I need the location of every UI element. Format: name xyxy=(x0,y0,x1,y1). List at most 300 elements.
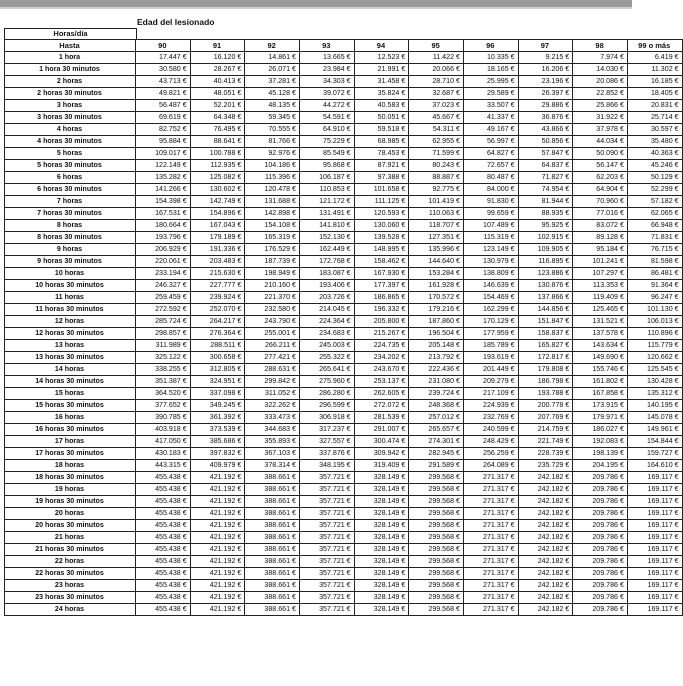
amount-cell: 167.930 € xyxy=(354,268,409,280)
amount-cell: 159.727 € xyxy=(627,448,682,460)
table-row xyxy=(5,64,683,76)
amount-cell: 26.071 € xyxy=(245,64,300,76)
amount-cell: 455.438 € xyxy=(136,532,191,544)
amount-cell: 31.458 € xyxy=(354,76,409,88)
amount-cell: 203.483 € xyxy=(190,256,245,268)
amount-cell: 121.172 € xyxy=(299,196,354,208)
amount-cell: 64.827 € xyxy=(463,148,518,160)
amount-cell: 328.149 € xyxy=(354,556,409,568)
amount-cell: 271.317 € xyxy=(463,472,518,484)
amount-cell: 120.662 € xyxy=(627,352,682,364)
amount-cell: 443.315 € xyxy=(136,460,191,472)
amount-cell: 169.117 € xyxy=(627,484,682,496)
amount-cell: 102.915 € xyxy=(518,232,573,244)
amount-cell: 57.847 € xyxy=(518,148,573,160)
amount-cell: 130.602 € xyxy=(190,184,245,196)
amount-cell: 385.686 € xyxy=(190,436,245,448)
amount-cell: 257.012 € xyxy=(409,412,464,424)
hours-label: 16 horas 30 minutos xyxy=(5,424,136,436)
amount-cell: 266.211 € xyxy=(245,340,300,352)
amount-cell: 299.568 € xyxy=(409,592,464,604)
amount-cell: 59.518 € xyxy=(354,124,409,136)
amount-cell: 299.568 € xyxy=(409,520,464,532)
amount-cell: 131.521 € xyxy=(573,316,628,328)
age-column-header: 96 xyxy=(463,40,518,52)
table-row xyxy=(5,100,683,112)
amount-cell: 317.237 € xyxy=(299,424,354,436)
amount-cell: 209.786 € xyxy=(573,472,628,484)
hours-label: 14 horas xyxy=(5,364,136,376)
amount-cell: 62.203 € xyxy=(573,172,628,184)
amount-cell: 248.429 € xyxy=(463,436,518,448)
amount-cell: 271.317 € xyxy=(463,592,518,604)
hours-label: 11 horas 30 minutos xyxy=(5,304,136,316)
amount-cell: 64.348 € xyxy=(190,112,245,124)
amount-cell: 186.027 € xyxy=(573,424,628,436)
amount-cell: 127.351 € xyxy=(409,232,464,244)
amount-cell: 328.149 € xyxy=(354,532,409,544)
amount-cell: 242.182 € xyxy=(518,520,573,532)
amount-cell: 101.241 € xyxy=(573,256,628,268)
amount-cell: 357.721 € xyxy=(299,520,354,532)
amount-cell: 154.844 € xyxy=(627,436,682,448)
table-row xyxy=(5,400,683,412)
amount-cell: 222.436 € xyxy=(409,364,464,376)
amount-cell: 196.332 € xyxy=(354,304,409,316)
amount-cell: 328.149 € xyxy=(354,508,409,520)
amount-cell: 227.777 € xyxy=(190,280,245,292)
table-row xyxy=(5,340,683,352)
amount-cell: 373.539 € xyxy=(190,424,245,436)
amount-cell: 50.090 € xyxy=(573,148,628,160)
amount-cell: 10.335 € xyxy=(463,52,518,64)
amount-cell: 123.149 € xyxy=(463,244,518,256)
amount-cell: 299.568 € xyxy=(409,568,464,580)
amount-cell: 18.165 € xyxy=(463,64,518,76)
amount-cell: 421.192 € xyxy=(190,520,245,532)
amount-cell: 71.599 € xyxy=(409,148,464,160)
amount-cell: 40.363 € xyxy=(627,148,682,160)
age-column-header: 90 xyxy=(136,40,191,52)
amount-cell: 49.821 € xyxy=(136,88,191,100)
age-column-header: 97 xyxy=(518,40,573,52)
amount-cell: 29.589 € xyxy=(463,88,518,100)
amount-cell: 80.243 € xyxy=(409,160,464,172)
amount-cell: 142.898 € xyxy=(245,208,300,220)
amount-cell: 14.861 € xyxy=(245,52,300,64)
hours-label: 3 horas 30 minutos xyxy=(5,112,136,124)
amount-cell: 16.120 € xyxy=(190,52,245,64)
amount-cell: 88.935 € xyxy=(518,208,573,220)
amount-cell: 183.087 € xyxy=(299,268,354,280)
amount-cell: 417.050 € xyxy=(136,436,191,448)
hasta-header: Hasta xyxy=(5,40,136,52)
amount-cell: 26.397 € xyxy=(518,88,573,100)
amount-cell: 16.185 € xyxy=(627,76,682,88)
amount-cell: 276.364 € xyxy=(190,328,245,340)
amount-cell: 271.317 € xyxy=(463,604,518,616)
amount-cell: 242.182 € xyxy=(518,484,573,496)
amount-cell: 78.453 € xyxy=(354,148,409,160)
amount-cell: 86.481 € xyxy=(627,268,682,280)
amount-cell: 264.217 € xyxy=(190,316,245,328)
amount-cell: 120.593 € xyxy=(354,208,409,220)
amount-cell: 43.713 € xyxy=(136,76,191,88)
amount-cell: 344.683 € xyxy=(245,424,300,436)
amount-cell: 49.167 € xyxy=(463,124,518,136)
amount-cell: 137.866 € xyxy=(518,292,573,304)
amount-cell: 48.051 € xyxy=(190,88,245,100)
amount-cell: 179.808 € xyxy=(518,364,573,376)
table-row xyxy=(5,292,683,304)
hours-label: 13 horas 30 minutos xyxy=(5,352,136,364)
amount-cell: 193.619 € xyxy=(463,352,518,364)
amount-cell: 30.580 € xyxy=(136,64,191,76)
amount-cell: 299.568 € xyxy=(409,484,464,496)
hours-label: 19 horas xyxy=(5,484,136,496)
hours-label: 10 horas xyxy=(5,268,136,280)
table-row xyxy=(5,352,683,364)
amount-cell: 272.072 € xyxy=(354,400,409,412)
amount-cell: 255.001 € xyxy=(245,328,300,340)
amount-cell: 31.922 € xyxy=(573,112,628,124)
amount-cell: 71.831 € xyxy=(627,232,682,244)
amount-cell: 311.052 € xyxy=(245,388,300,400)
amount-cell: 204.195 € xyxy=(573,460,628,472)
amount-cell: 256.259 € xyxy=(463,448,518,460)
amount-cell: 28.710 € xyxy=(409,76,464,88)
amount-cell: 455.438 € xyxy=(136,472,191,484)
amount-cell: 291.007 € xyxy=(354,424,409,436)
table-row xyxy=(5,136,683,148)
amount-cell: 179.971 € xyxy=(573,412,628,424)
hours-label: 15 horas 30 minutos xyxy=(5,400,136,412)
amount-cell: 455.438 € xyxy=(136,568,191,580)
amount-cell: 107.297 € xyxy=(573,268,628,280)
amount-cell: 357.721 € xyxy=(299,592,354,604)
amount-cell: 115.396 € xyxy=(245,172,300,184)
amount-cell: 421.192 € xyxy=(190,508,245,520)
amount-cell: 209.786 € xyxy=(573,604,628,616)
amount-cell: 186.865 € xyxy=(354,292,409,304)
amount-cell: 45.667 € xyxy=(409,112,464,124)
table-row xyxy=(5,412,683,424)
amount-cell: 357.721 € xyxy=(299,604,354,616)
amount-cell: 152.130 € xyxy=(299,232,354,244)
amount-cell: 130.979 € xyxy=(463,256,518,268)
table-row xyxy=(5,244,683,256)
amount-cell: 234.683 € xyxy=(299,328,354,340)
amount-cell: 224.735 € xyxy=(354,340,409,352)
amount-cell: 192.083 € xyxy=(573,436,628,448)
amount-cell: 56.997 € xyxy=(463,136,518,148)
amount-cell: 170.129 € xyxy=(463,316,518,328)
amount-cell: 36.876 € xyxy=(518,112,573,124)
table-row xyxy=(5,208,683,220)
hours-label: 8 horas xyxy=(5,220,136,232)
amount-cell: 421.192 € xyxy=(190,484,245,496)
amount-cell: 367.103 € xyxy=(245,448,300,460)
table-row xyxy=(5,52,683,64)
amount-cell: 92.976 € xyxy=(245,148,300,160)
amount-cell: 122.149 € xyxy=(136,160,191,172)
amount-cell: 300.658 € xyxy=(190,352,245,364)
amount-cell: 430.183 € xyxy=(136,448,191,460)
amount-cell: 193.788 € xyxy=(518,388,573,400)
amount-cell: 14.030 € xyxy=(573,64,628,76)
amount-cell: 104.186 € xyxy=(245,160,300,172)
table-row xyxy=(5,568,683,580)
amount-cell: 421.192 € xyxy=(190,580,245,592)
table-row xyxy=(5,484,683,496)
amount-cell: 180.664 € xyxy=(136,220,191,232)
amount-cell: 207.769 € xyxy=(518,412,573,424)
amount-cell: 112.935 € xyxy=(190,160,245,172)
amount-cell: 333.473 € xyxy=(245,412,300,424)
amount-cell: 213.792 € xyxy=(409,352,464,364)
table-row xyxy=(5,424,683,436)
amount-cell: 312.805 € xyxy=(190,364,245,376)
amount-cell: 9.215 € xyxy=(518,52,573,64)
amount-cell: 158.837 € xyxy=(518,328,573,340)
amount-cell: 39.072 € xyxy=(299,88,354,100)
amount-cell: 57.182 € xyxy=(627,196,682,208)
amount-cell: 80.487 € xyxy=(463,172,518,184)
amount-cell: 145.078 € xyxy=(627,412,682,424)
amount-cell: 242.182 € xyxy=(518,592,573,604)
amount-cell: 17.447 € xyxy=(136,52,191,64)
amount-cell: 327.557 € xyxy=(299,436,354,448)
amount-cell: 115.319 € xyxy=(463,232,518,244)
amount-cell: 421.192 € xyxy=(190,472,245,484)
amount-cell: 421.192 € xyxy=(190,556,245,568)
amount-cell: 148.995 € xyxy=(354,244,409,256)
amount-cell: 125.465 € xyxy=(573,304,628,316)
amount-cell: 388.661 € xyxy=(245,592,300,604)
amount-cell: 95.184 € xyxy=(573,244,628,256)
amount-cell: 309.942 € xyxy=(354,448,409,460)
amount-cell: 169.117 € xyxy=(627,472,682,484)
amount-cell: 328.149 € xyxy=(354,484,409,496)
amount-cell: 11.302 € xyxy=(627,64,682,76)
amount-cell: 169.117 € xyxy=(627,592,682,604)
amount-cell: 70.960 € xyxy=(573,196,628,208)
amount-cell: 322.262 € xyxy=(245,400,300,412)
table-row xyxy=(5,124,683,136)
amount-cell: 81.766 € xyxy=(245,136,300,148)
amount-cell: 91.830 € xyxy=(463,196,518,208)
compensation-table xyxy=(4,39,683,616)
amount-cell: 271.317 € xyxy=(463,508,518,520)
table-body xyxy=(5,52,683,616)
amount-cell: 167.858 € xyxy=(573,388,628,400)
hours-label: 7 horas 30 minutos xyxy=(5,208,136,220)
hours-label: 9 horas xyxy=(5,244,136,256)
amount-cell: 357.721 € xyxy=(299,580,354,592)
amount-cell: 35.480 € xyxy=(627,136,682,148)
amount-cell: 169.117 € xyxy=(627,556,682,568)
amount-cell: 161.802 € xyxy=(573,376,628,388)
amount-cell: 106.013 € xyxy=(627,316,682,328)
amount-cell: 242.182 € xyxy=(518,604,573,616)
amount-cell: 179.216 € xyxy=(409,304,464,316)
amount-cell: 170.572 € xyxy=(409,292,464,304)
amount-cell: 361.392 € xyxy=(190,412,245,424)
amount-cell: 169.117 € xyxy=(627,568,682,580)
amount-cell: 455.438 € xyxy=(136,508,191,520)
amount-cell: 325.122 € xyxy=(136,352,191,364)
amount-cell: 77.016 € xyxy=(573,208,628,220)
amount-cell: 52.201 € xyxy=(190,100,245,112)
amount-cell: 116.895 € xyxy=(518,256,573,268)
table-row xyxy=(5,88,683,100)
amount-cell: 421.192 € xyxy=(190,592,245,604)
amount-cell: 357.721 € xyxy=(299,496,354,508)
amount-cell: 95.868 € xyxy=(299,160,354,172)
amount-cell: 185.789 € xyxy=(463,340,518,352)
amount-cell: 421.192 € xyxy=(190,568,245,580)
amount-cell: 299.568 € xyxy=(409,580,464,592)
amount-cell: 154.896 € xyxy=(190,208,245,220)
amount-cell: 328.149 € xyxy=(354,580,409,592)
amount-cell: 110.853 € xyxy=(299,184,354,196)
amount-cell: 209.786 € xyxy=(573,532,628,544)
amount-cell: 64.904 € xyxy=(573,184,628,196)
amount-cell: 264.089 € xyxy=(463,460,518,472)
table-row xyxy=(5,232,683,244)
amount-cell: 214.045 € xyxy=(299,304,354,316)
amount-cell: 235.729 € xyxy=(518,460,573,472)
amount-cell: 167.531 € xyxy=(136,208,191,220)
amount-cell: 421.192 € xyxy=(190,544,245,556)
amount-cell: 138.809 € xyxy=(463,268,518,280)
amount-cell: 64.837 € xyxy=(518,160,573,172)
amount-cell: 455.438 € xyxy=(136,496,191,508)
amount-cell: 421.192 € xyxy=(190,604,245,616)
table-row xyxy=(5,196,683,208)
table-row xyxy=(5,220,683,232)
amount-cell: 110.063 € xyxy=(409,208,464,220)
amount-cell: 242.182 € xyxy=(518,580,573,592)
amount-cell: 206.929 € xyxy=(136,244,191,256)
table-row xyxy=(5,580,683,592)
amount-cell: 248.368 € xyxy=(409,400,464,412)
amount-cell: 271.317 € xyxy=(463,568,518,580)
hours-label: 12 horas 30 minutos xyxy=(5,328,136,340)
amount-cell: 135.312 € xyxy=(627,388,682,400)
amount-cell: 96.247 € xyxy=(627,292,682,304)
hours-label: 14 horas 30 minutos xyxy=(5,376,136,388)
amount-cell: 172.817 € xyxy=(518,352,573,364)
age-column-header: 93 xyxy=(299,40,354,52)
amount-cell: 455.438 € xyxy=(136,604,191,616)
amount-cell: 388.661 € xyxy=(245,496,300,508)
amount-cell: 265.657 € xyxy=(409,424,464,436)
amount-cell: 348.195 € xyxy=(299,460,354,472)
amount-cell: 115.779 € xyxy=(627,340,682,352)
amount-cell: 135.282 € xyxy=(136,172,191,184)
hours-label: 16 horas xyxy=(5,412,136,424)
amount-cell: 193.406 € xyxy=(299,280,354,292)
amount-cell: 271.317 € xyxy=(463,556,518,568)
amount-cell: 201.449 € xyxy=(463,364,518,376)
amount-cell: 355.893 € xyxy=(245,436,300,448)
amount-cell: 217.109 € xyxy=(463,388,518,400)
amount-cell: 299.568 € xyxy=(409,604,464,616)
amount-cell: 68.985 € xyxy=(354,136,409,148)
amount-cell: 224.364 € xyxy=(299,316,354,328)
amount-cell: 169.117 € xyxy=(627,508,682,520)
amount-cell: 220.061 € xyxy=(136,256,191,268)
table-row xyxy=(5,544,683,556)
amount-cell: 25.866 € xyxy=(573,100,628,112)
amount-cell: 154.398 € xyxy=(136,196,191,208)
amount-cell: 21.991 € xyxy=(354,64,409,76)
amount-cell: 109.017 € xyxy=(136,148,191,160)
amount-cell: 328.149 € xyxy=(354,472,409,484)
table-row xyxy=(5,316,683,328)
amount-cell: 45.128 € xyxy=(245,88,300,100)
amount-cell: 209.786 € xyxy=(573,592,628,604)
amount-cell: 357.721 € xyxy=(299,544,354,556)
age-column-header: 91 xyxy=(190,40,245,52)
amount-cell: 135.996 € xyxy=(409,244,464,256)
amount-cell: 240.599 € xyxy=(463,424,518,436)
table-row xyxy=(5,388,683,400)
amount-cell: 357.721 € xyxy=(299,484,354,496)
amount-cell: 22.852 € xyxy=(573,88,628,100)
amount-cell: 187.739 € xyxy=(245,256,300,268)
amount-cell: 337.098 € xyxy=(190,388,245,400)
hours-label: 3 horas xyxy=(5,100,136,112)
amount-cell: 403.918 € xyxy=(136,424,191,436)
amount-cell: 16.206 € xyxy=(518,64,573,76)
amount-cell: 265.641 € xyxy=(299,364,354,376)
amount-cell: 311.989 € xyxy=(136,340,191,352)
amount-cell: 111.125 € xyxy=(354,196,409,208)
amount-cell: 239.724 € xyxy=(409,388,464,400)
table-row xyxy=(5,172,683,184)
amount-cell: 286.280 € xyxy=(299,388,354,400)
age-column-header: 95 xyxy=(409,40,464,52)
table-row xyxy=(5,280,683,292)
amount-cell: 328.149 € xyxy=(354,544,409,556)
amount-cell: 242.182 € xyxy=(518,556,573,568)
amount-cell: 50.129 € xyxy=(627,172,682,184)
amount-cell: 377.652 € xyxy=(136,400,191,412)
hours-label: 4 horas xyxy=(5,124,136,136)
amount-cell: 388.661 € xyxy=(245,520,300,532)
amount-cell: 455.438 € xyxy=(136,484,191,496)
hours-label: 1 hora 30 minutos xyxy=(5,64,136,76)
amount-cell: 328.149 € xyxy=(354,496,409,508)
amount-cell: 337.876 € xyxy=(299,448,354,460)
amount-cell: 242.182 € xyxy=(518,532,573,544)
amount-cell: 221.749 € xyxy=(518,436,573,448)
amount-cell: 142.749 € xyxy=(190,196,245,208)
amount-cell: 154.108 € xyxy=(245,220,300,232)
amount-cell: 224.939 € xyxy=(463,400,518,412)
table-row xyxy=(5,148,683,160)
hours-label: 17 horas xyxy=(5,436,136,448)
amount-cell: 232.769 € xyxy=(463,412,518,424)
table-row xyxy=(5,160,683,172)
amount-cell: 113.353 € xyxy=(573,280,628,292)
table-header-row xyxy=(5,40,683,52)
amount-cell: 357.721 € xyxy=(299,472,354,484)
amount-cell: 83.072 € xyxy=(573,220,628,232)
amount-cell: 328.149 € xyxy=(354,568,409,580)
